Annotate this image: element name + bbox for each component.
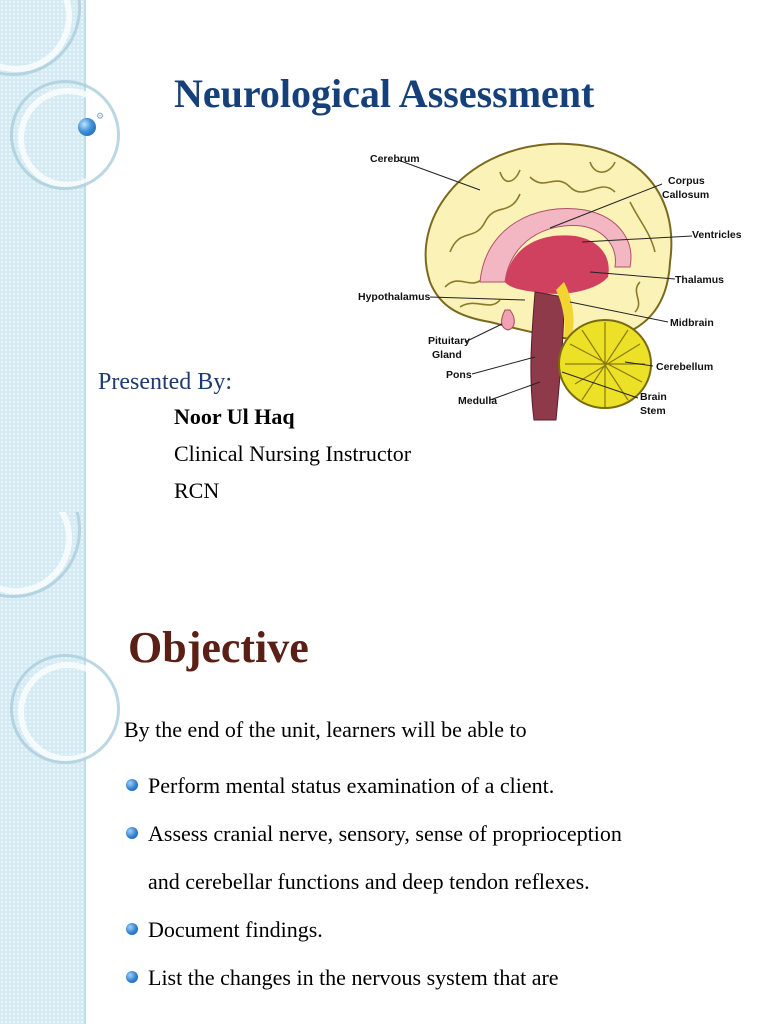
decorative-ring bbox=[10, 654, 120, 764]
brain-diagram bbox=[350, 132, 750, 432]
label-ventricles: Ventricles bbox=[692, 229, 742, 241]
stripe-edge bbox=[84, 512, 86, 1024]
label-midbrain: Midbrain bbox=[670, 317, 714, 329]
decorative-stripe bbox=[0, 0, 84, 512]
objective-intro: By the end of the unit, learners will be able to bbox=[124, 717, 527, 742]
objective-title: Objective bbox=[128, 623, 309, 672]
list-item: Document findings. bbox=[124, 906, 724, 954]
label-cerebrum: Cerebrum bbox=[370, 153, 420, 165]
label-pons: Pons bbox=[446, 369, 472, 381]
decorative-bubble-icon bbox=[78, 118, 96, 136]
presenter-role: Clinical Nursing Instructor bbox=[174, 441, 412, 466]
slide-objective bbox=[0, 512, 768, 1024]
list-item: Assess cranial nerve, sensory, sense of proprioception bbox=[124, 810, 724, 858]
list-item-continuation: and cerebellar functions and deep tendon reflexes. bbox=[148, 869, 590, 894]
presented-by-label: Presented By: bbox=[98, 369, 232, 395]
label-corpus-2: Callosum bbox=[662, 189, 710, 201]
stripe-edge bbox=[84, 0, 86, 512]
label-brainstem-2: Stem bbox=[640, 405, 666, 417]
label-brainstem-1: Brain bbox=[640, 391, 667, 403]
label-cerebellum: Cerebellum bbox=[656, 361, 714, 373]
presenter-name: Noor Ul Haq bbox=[174, 404, 295, 429]
label-corpus-1: Corpus bbox=[668, 175, 705, 187]
list-item: Perform mental status examination of a client. bbox=[124, 762, 724, 810]
label-pituitary-2: Gland bbox=[432, 349, 462, 361]
presenter-org: RCN bbox=[174, 478, 220, 503]
slide-title-text: Neurological Assessment bbox=[174, 71, 595, 116]
label-thalamus: Thalamus bbox=[675, 274, 725, 286]
decorative-ring bbox=[10, 80, 120, 190]
objective-list bbox=[124, 762, 724, 1002]
label-medulla: Medulla bbox=[458, 395, 498, 407]
label-hypothalamus: Hypothalamus bbox=[358, 291, 431, 303]
small-gear-icon: ⚙ bbox=[96, 112, 105, 122]
list-item: List the changes in the nervous system that are bbox=[124, 954, 724, 1002]
label-pituitary-1: Pituitary bbox=[428, 335, 471, 347]
